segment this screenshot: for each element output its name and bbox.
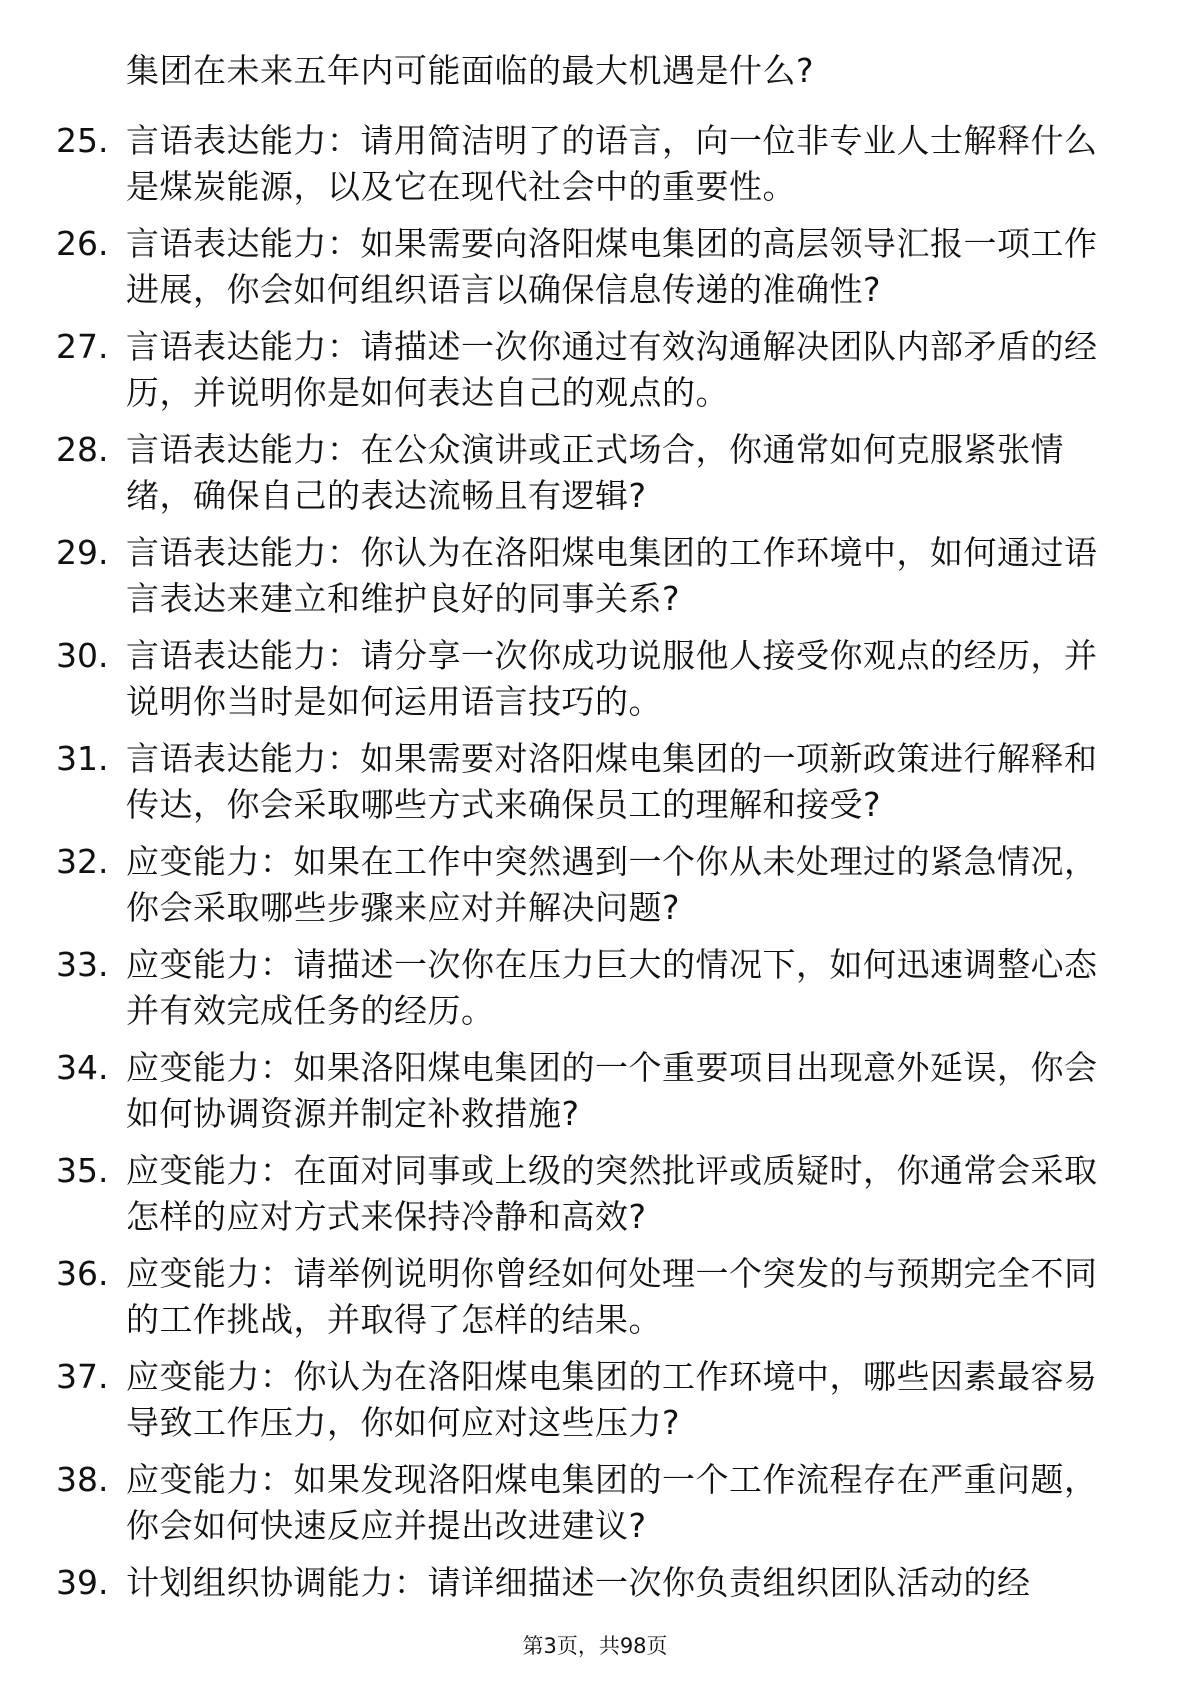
question-number: 35. — [56, 1151, 109, 1190]
question-text: 应变能力：如果洛阳煤电集团的一个重要项目出现意外延误，你会如何协调资源并制定补救措施? — [126, 1048, 1098, 1133]
question-number: 37. — [56, 1357, 109, 1396]
question-text: 应变能力：如果在工作中突然遇到一个你从未处理过的紧急情况，你会采取哪些步骤来应对并解决问题? — [126, 842, 1098, 927]
question-text: 应变能力：你认为在洛阳煤电集团的工作环境中，哪些因素最容易导致工作压力，你如何应对这些压力? — [126, 1357, 1098, 1442]
question-number: 30. — [56, 636, 109, 675]
question-item — [0, 1251, 1190, 1354]
continuation-text: 集团在未来五年内可能面临的最大机遇是什么? — [126, 51, 815, 90]
question-item — [0, 530, 1190, 633]
question-number: 29. — [56, 533, 109, 572]
question-text: 应变能力：请描述一次你在压力巨大的情况下，如何迅速调整心态并有效完成任务的经历。 — [126, 945, 1098, 1030]
question-text: 应变能力：如果发现洛阳煤电集团的一个工作流程存在严重问题，你会如何快速反应并提出改进建议? — [126, 1460, 1098, 1545]
question-item — [0, 1045, 1190, 1148]
question-item — [0, 1354, 1190, 1457]
question-number: 27. — [56, 327, 109, 366]
question-list — [0, 118, 1190, 1663]
question-text: 言语表达能力：请用简洁明了的语言，向一位非专业人士解释什么是煤炭能源，以及它在现代社会中的重要性。 — [126, 121, 1098, 206]
question-text: 言语表达能力：在公众演讲或正式场合，你通常如何克服紧张情绪，确保自己的表达流畅且有逻辑? — [126, 430, 1064, 515]
question-item — [0, 839, 1190, 942]
question-text: 言语表达能力：如果需要向洛阳煤电集团的高层领导汇报一项工作进展，你会如何组织语言以确保信息传递的准确性? — [126, 224, 1098, 309]
question-item — [0, 942, 1190, 1045]
question-text: 言语表达能力：请描述一次你通过有效沟通解决团队内部矛盾的经历，并说明你是如何表达自己的观点的。 — [126, 327, 1098, 412]
question-number: 31. — [56, 739, 109, 778]
question-number: 33. — [56, 945, 109, 984]
question-text: 言语表达能力：如果需要对洛阳煤电集团的一项新政策进行解释和传达，你会采取哪些方式来确保员工的理解和接受? — [126, 739, 1098, 824]
question-item — [0, 736, 1190, 839]
question-number: 25. — [56, 121, 109, 160]
question-text: 应变能力：请举例说明你曾经如何处理一个突发的与预期完全不同的工作挑战，并取得了怎样的结果。 — [126, 1254, 1098, 1339]
question-number: 38. — [56, 1460, 109, 1499]
question-text: 言语表达能力：请分享一次你成功说服他人接受你观点的经历，并说明你当时是如何运用语言技巧的。 — [126, 636, 1098, 721]
question-number: 36. — [56, 1254, 109, 1293]
question-item — [0, 633, 1190, 736]
question-number: 39. — [56, 1563, 109, 1602]
question-item — [0, 1457, 1190, 1560]
question-number: 28. — [56, 430, 109, 469]
question-text: 应变能力：在面对同事或上级的突然批评或质疑时，你通常会采取怎样的应对方式来保持冷静和高效? — [126, 1151, 1098, 1236]
question-item — [0, 1148, 1190, 1251]
question-item — [0, 221, 1190, 324]
question-item — [0, 118, 1190, 221]
question-number: 34. — [56, 1048, 109, 1087]
page-footer: 第3页，共98页 — [522, 1634, 668, 1658]
question-item — [0, 427, 1190, 530]
question-number: 32. — [56, 842, 109, 881]
question-item — [0, 324, 1190, 427]
question-text: 计划组织协调能力：请详细描述一次你负责组织团队活动的经 — [126, 1563, 1031, 1602]
question-text: 言语表达能力：你认为在洛阳煤电集团的工作环境中，如何通过语言表达来建立和维护良好的同事关系? — [126, 533, 1098, 618]
question-number: 26. — [56, 224, 109, 263]
